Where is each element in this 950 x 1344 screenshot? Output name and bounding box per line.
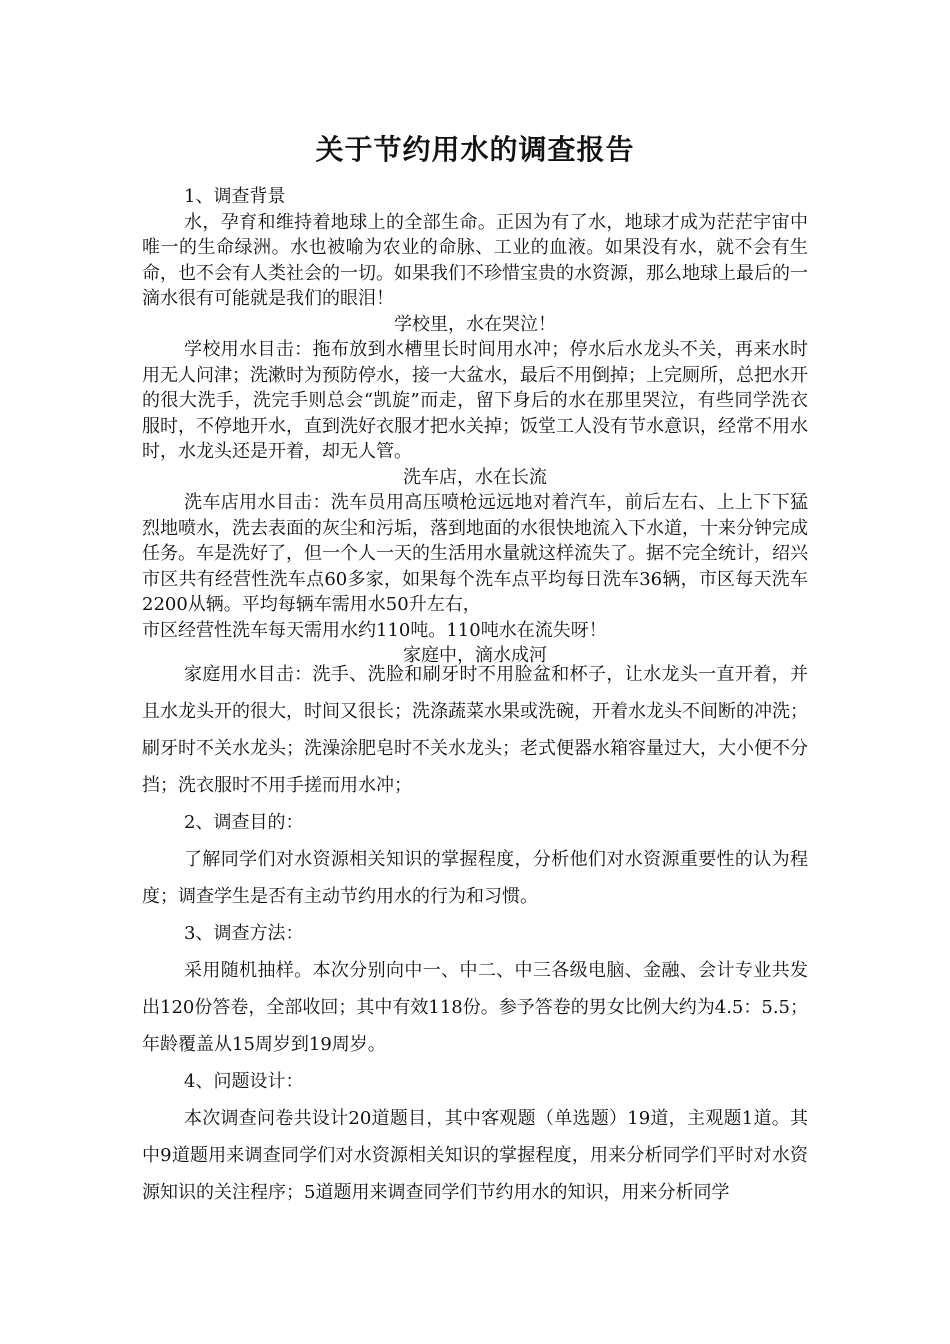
paragraph-school: 学校用水目击：拖布放到水槽里长时间用水冲；停水后水龙头不关，再来水时用无人问津；洗漱时为预防停水，接一大盆水，最后不用倒掉；上完厕所，总把水开的很大洗手，洗完手则总会“凯旋”而走，留下身后的水在那里哭泣，有些同学洗衣服时，不停地开水，直到洗好衣服才把水关掉；饭堂工人没有节水意识，经常不用水时，水龙头还是开着，却无人管。 (142, 339, 808, 462)
section-heading-method: 3、调查方法： (184, 923, 304, 944)
paragraph-purpose: 了解同学们对水资源相关知识的掌握程度，分析他们对水资源重要性的认为程度；调查学生是否有主动节约用水的行为和习惯。 (142, 849, 808, 907)
document-title: 关于节约用水的调查报告 (315, 133, 635, 166)
paragraph-method: 采用随机抽样。本次分别向中一、中二、中三各级电脑、金融、会计专业共发出120份答卷，全部收回；其中有效118份。参予答卷的男女比例大约为4.5：5.5；年龄覆盖从15周岁到19周岁。 (142, 960, 808, 1055)
subheading-carwash: 洗车店，水在长流 (403, 466, 547, 488)
section-heading-design: 4、问题设计： (184, 1071, 304, 1092)
section-heading-purpose: 2、调查目的： (184, 812, 304, 833)
paragraph-intro: 水，孕育和维持着地球上的全部生命。正因为有了水，地球才成为茫茫宇宙中唯一的生命绿洲。水也被喻为农业的命脉、工业的血液。如果没有水，就不会有生命，也不会有人类社会的一切。如果我们不珍惜宝贵的水资源，那么地球上最后的一滴水很有可能就是我们的眼泪！ (142, 211, 808, 309)
subheading-school: 学校里，水在哭泣！ (394, 313, 556, 335)
paragraph-design: 本次调查问卷共设计20道题目，其中客观题（单选题）19道，主观题1道。其中9道题用来调查同学们对水资源相关知识的掌握程度，用来分析同学们平时对水资源知识的关注程序；5道题用来调查同学们节约用水的知识，用来分析同学 (142, 1108, 808, 1203)
section-heading-background: 1、调查背景 (184, 186, 286, 207)
paragraph-home: 家庭用水目击：洗手、洗脸和刷牙时不用脸盆和杯子，让水龙头一直开着，并且水龙头开的很大，时间又很长；洗涤蔬菜水果或洗碗，开着水龙头不间断的冲洗；刷牙时不关水龙头；洗澡涂肥皂时不关水龙头；老式便器水箱容量过大，大小便不分挡；洗衣服时不用手搓而用水冲； (142, 664, 808, 796)
subheading-home: 家庭中，滴水成河 (403, 645, 547, 666)
section-background (142, 184, 808, 669)
section-rest (142, 656, 808, 1211)
paragraph-carwash-last: 市区经营性洗车每天需用水约110吨。110吨水在流失呀！ (142, 619, 607, 641)
paragraph-carwash: 洗车店用水目击：洗车员用高压喷枪远远地对着汽车，前后左右、上上下下猛烈地喷水，洗去表面的灰尘和污垢，落到地面的水很快地流入下水道，十来分钟完成任务。车是洗好了，但一个人一天的生活用水量就这样流失了。据不完全统计，绍兴市区共有经营性洗车点60多家，如果每个洗车点平均每日洗车36辆，市区每天洗车2200从辆。平均每辆车需用水50升左右， (142, 492, 808, 615)
